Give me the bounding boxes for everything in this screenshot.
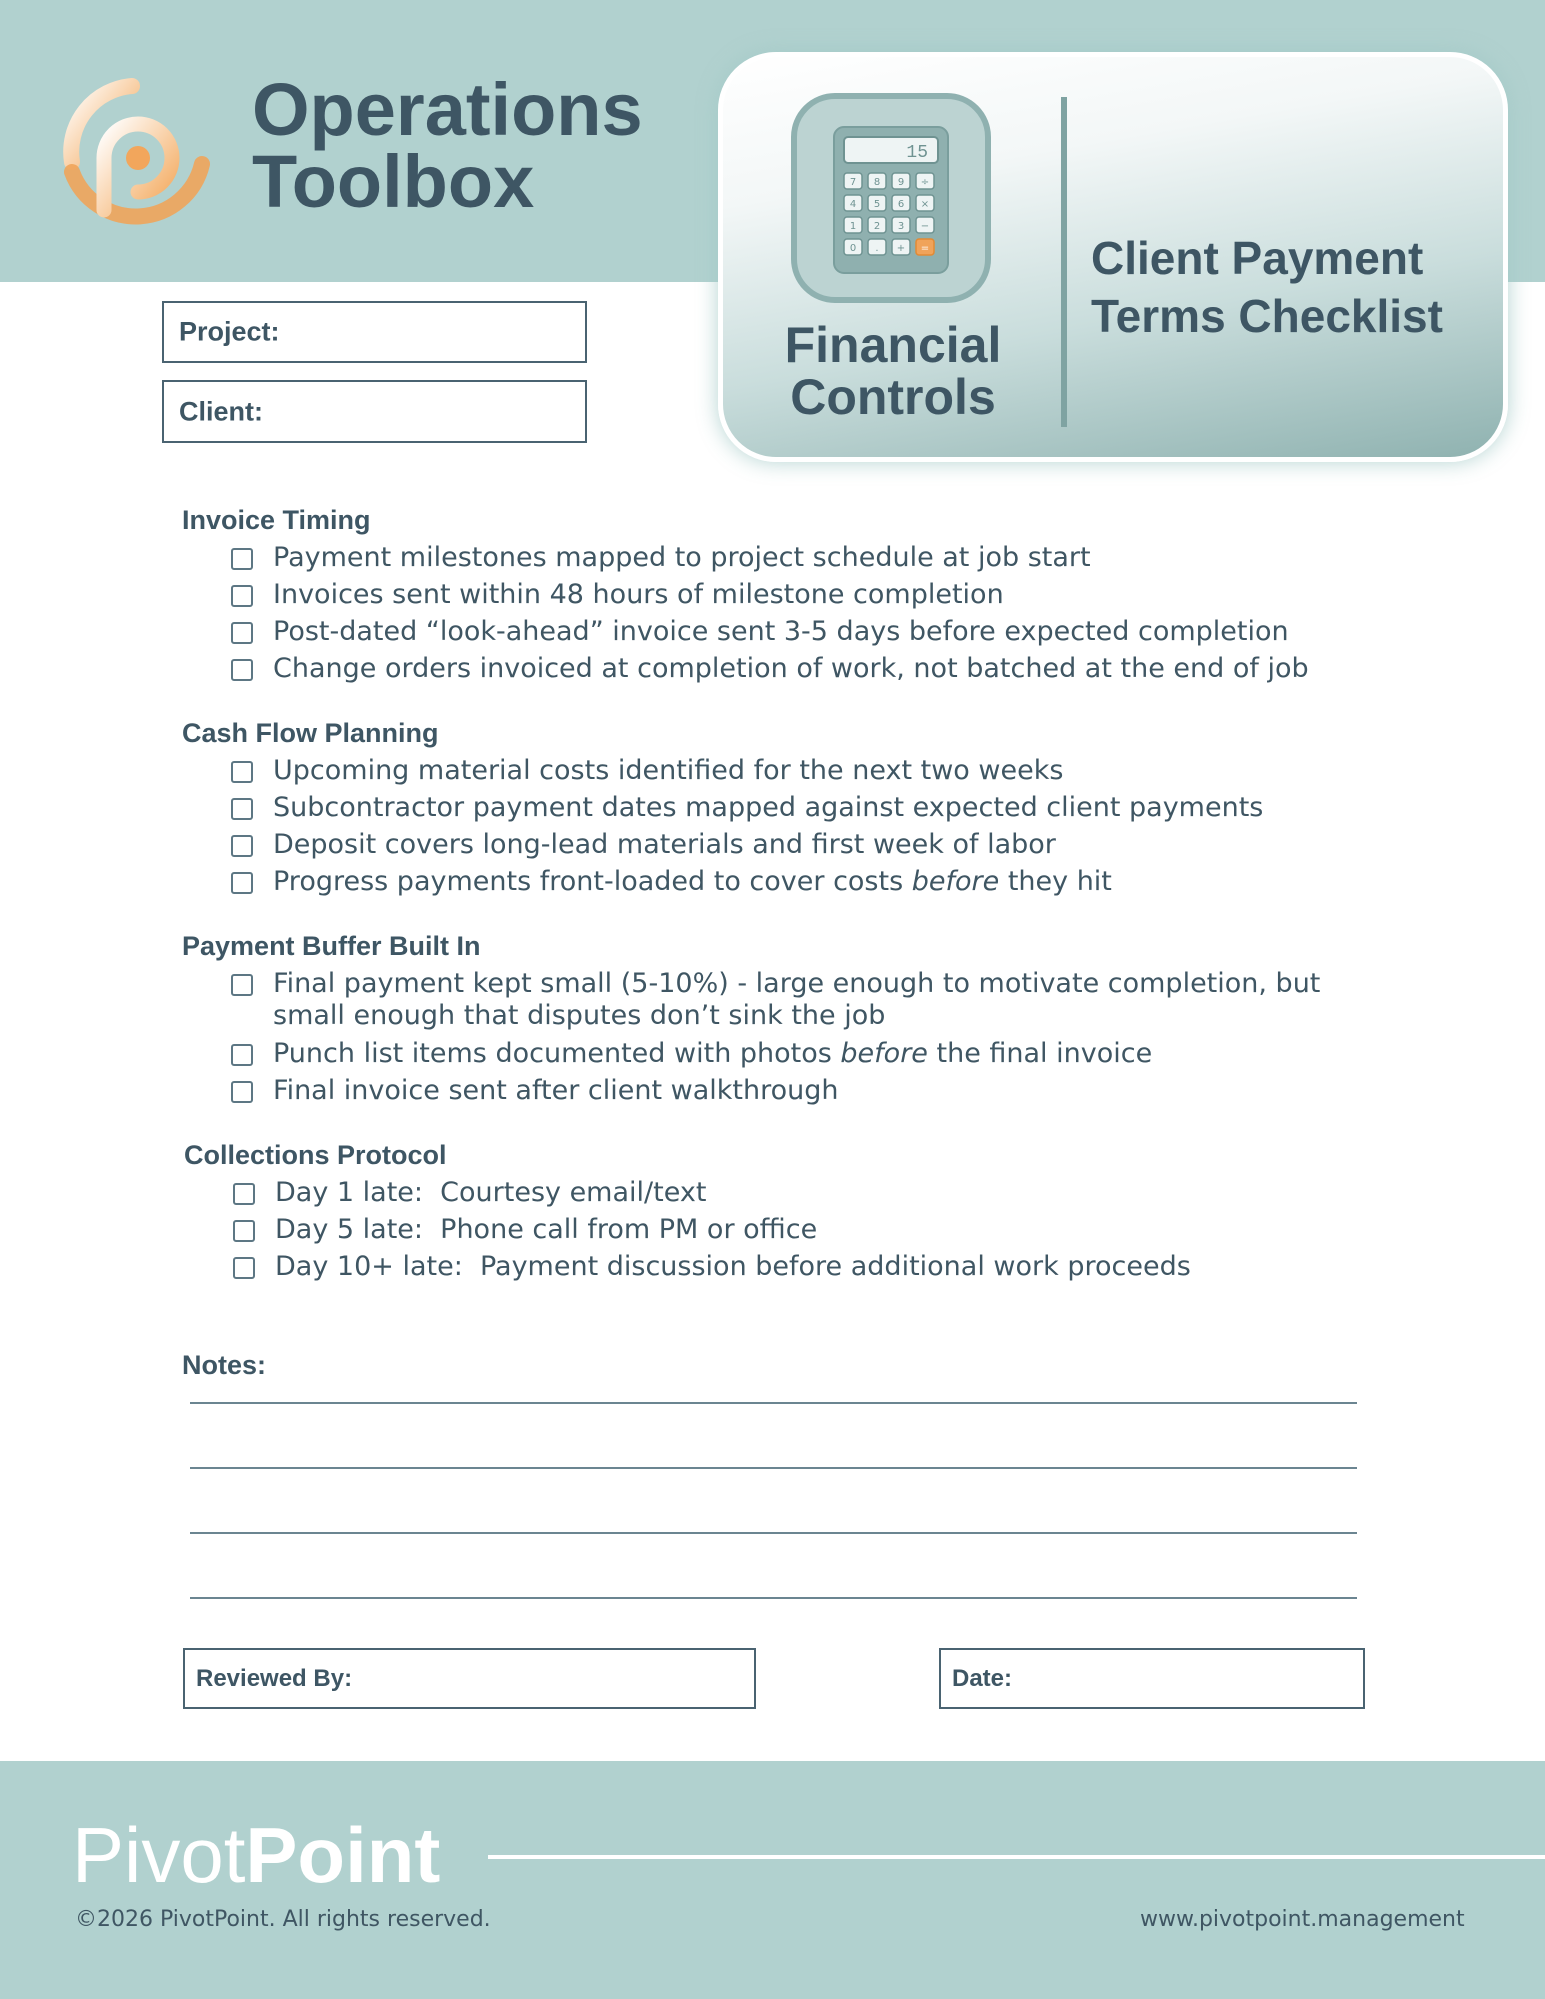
reviewed-by-field[interactable]: [183, 1648, 756, 1709]
checkbox[interactable]: [231, 761, 253, 783]
checklist-item-text: [273, 968, 1320, 1032]
svg-text:+: +: [896, 243, 906, 254]
reviewed-by-label: Reviewed By:: [196, 1664, 353, 1692]
checkbox[interactable]: [231, 548, 253, 570]
category-line-1: Financial: [784, 317, 1002, 373]
page-title: [252, 68, 643, 223]
checklist-item-text: Progress payments front-loaded to cover costs before they hit: [273, 866, 1112, 897]
footer-divider: [488, 1855, 1545, 1859]
title-line-2: Toolbox: [252, 140, 535, 223]
checkbox[interactable]: [233, 1220, 255, 1242]
document-title-line-2: Terms Checklist: [1091, 290, 1443, 342]
footer: [0, 1761, 1545, 1999]
category-line-2: Controls: [790, 369, 996, 425]
checklist-item-text: Post-dated “look-ahead” invoice sent 3-5 days before expected completion: [273, 616, 1289, 647]
checklist-item-text: Day 5 late: Phone call from PM or office: [275, 1214, 818, 1245]
footer-brand-logo: PivotPoint: [72, 1811, 441, 1899]
date-label: Date:: [952, 1664, 1013, 1692]
checkbox[interactable]: [231, 872, 253, 894]
calculator-display: 15: [906, 143, 928, 163]
checklist-item-text: Invoices sent within 48 hours of milestone completion: [273, 579, 1004, 610]
document-title-line-1: Client Payment: [1091, 232, 1424, 284]
client-field[interactable]: [162, 380, 587, 443]
svg-text:0: 0: [849, 243, 857, 254]
checklist-item-text: Day 10+ late: Payment discussion before additional work proceeds: [275, 1251, 1191, 1282]
title-line-1: Operations: [252, 68, 643, 151]
category-label: [743, 319, 1043, 423]
checklist-item-text: Subcontractor payment dates mapped against expected client payments: [273, 792, 1264, 823]
date-field[interactable]: [939, 1648, 1365, 1709]
checklist-item-text: Punch list items documented with photos before the final invoice: [273, 1038, 1153, 1069]
project-field[interactable]: [162, 301, 587, 363]
svg-text:9: 9: [897, 177, 905, 188]
svg-text:×: ×: [920, 199, 930, 210]
checklist-item-text: Deposit covers long-lead materials and first week of labor: [273, 829, 1056, 860]
client-label: Client:: [179, 396, 263, 426]
svg-text:4: 4: [849, 199, 857, 210]
project-label: Project:: [179, 316, 280, 347]
card-divider: [1061, 97, 1067, 427]
svg-text:.: .: [875, 243, 879, 254]
checkbox[interactable]: [231, 585, 253, 607]
checkbox[interactable]: [231, 835, 253, 857]
svg-text:5: 5: [873, 199, 881, 210]
svg-text:=: =: [920, 243, 930, 254]
svg-text:2: 2: [873, 221, 881, 232]
checklist-item-text: Payment milestones mapped to project schedule at job start: [273, 542, 1091, 573]
notes-line[interactable]: [190, 1597, 1357, 1599]
checklist-item-text-line-2: small enough that disputes don’t sink the job: [273, 1000, 886, 1031]
notes-heading: Notes:: [182, 1350, 267, 1380]
copyright-text: ©2026 PivotPoint. All rights reserved.: [75, 1907, 491, 1932]
section-heading-invoice-timing: Invoice Timing: [182, 505, 371, 535]
svg-text:7: 7: [849, 177, 857, 188]
checkbox[interactable]: [231, 659, 253, 681]
checkbox[interactable]: [231, 1081, 253, 1103]
pivotpoint-logo-icon: [62, 72, 218, 232]
notes-line[interactable]: [190, 1532, 1357, 1534]
checkbox[interactable]: [231, 622, 253, 644]
svg-text:3: 3: [897, 221, 905, 232]
checklist-item-text: Day 1 late: Courtesy email/text: [275, 1177, 707, 1208]
calculator-icon-frame: [791, 93, 991, 303]
checkbox[interactable]: [233, 1183, 255, 1205]
svg-text:8: 8: [873, 177, 881, 188]
category-card: [718, 52, 1508, 462]
svg-text:−: −: [920, 221, 930, 232]
website-link[interactable]: www.pivotpoint.management: [1140, 1907, 1465, 1932]
svg-text:6: 6: [897, 199, 905, 210]
section-heading-payment-buffer: Payment Buffer Built In: [182, 931, 481, 961]
checkbox[interactable]: [233, 1257, 255, 1279]
section-heading-collections-protocol: Collections Protocol: [184, 1140, 447, 1170]
calculator-icon: [832, 125, 950, 275]
document-title: [1091, 229, 1501, 345]
checklist-item-text-line-1: Final payment kept small (5-10%) - large enough to motivate completion, but: [273, 968, 1321, 999]
section-heading-cash-flow-planning: Cash Flow Planning: [182, 718, 439, 748]
checklist-item-text: Final invoice sent after client walkthrough: [273, 1075, 839, 1106]
checkbox[interactable]: [231, 798, 253, 820]
checklist-item-text: Change orders invoiced at completion of work, not batched at the end of job: [273, 653, 1309, 684]
notes-line[interactable]: [190, 1467, 1357, 1469]
checkbox[interactable]: [231, 1044, 253, 1066]
checkbox[interactable]: [231, 974, 253, 996]
svg-text:1: 1: [849, 221, 857, 232]
checklist-item-text: Upcoming material costs identified for the next two weeks: [273, 755, 1064, 786]
svg-text:÷: ÷: [920, 177, 930, 188]
notes-line[interactable]: [190, 1402, 1357, 1404]
